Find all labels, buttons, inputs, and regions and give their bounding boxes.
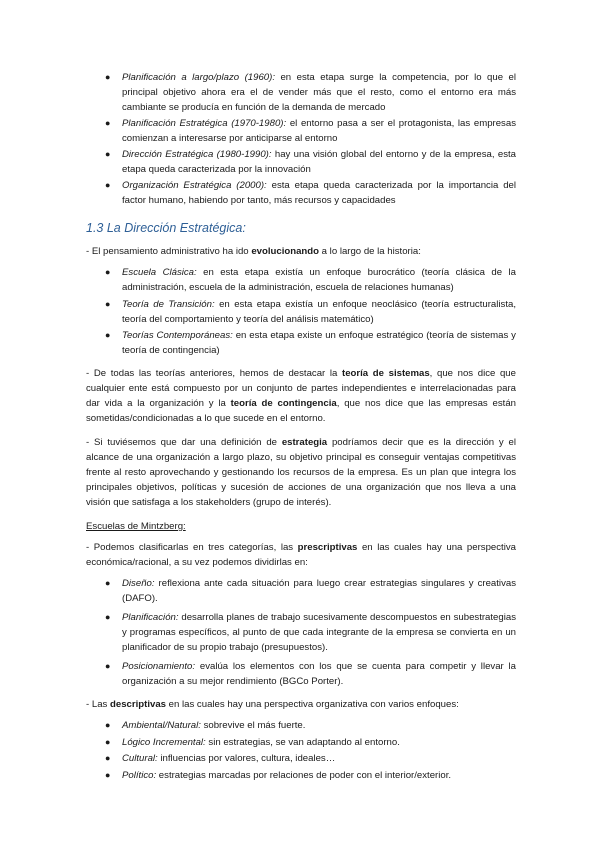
list-item [86, 751, 516, 766]
mintzberg-title: Escuelas de Mintzberg: [86, 521, 186, 532]
paragraph-prescriptive: - Podemos clasificarlas en tres categorías, las prescriptivas en las cuales hay una perspectiva económica/racional, a su vez podemos dividirlas en: [86, 542, 516, 568]
list-item-term: Organización Estratégica (2000): [122, 180, 267, 191]
list-item-text: influencias por valores, cultura, ideales… [157, 753, 336, 764]
list-item-term: Dirección Estratégica (1980-1990): [122, 149, 272, 160]
list-item-term: Diseño: [122, 578, 155, 589]
list-item-term: Planificación: [122, 612, 179, 623]
paragraph-systems-theory: - De todas las teorías anteriores, hemos de destacar la teoría de sistemas, que nos dice que cualquier ente está compuesto por un conjunto de partes independientes e interrelacionadas para dar vida a la organización y la teoría de contingencia, que nos dice que las empresas están sometidas/condicionadas a lo que sucede en el entorno. [86, 368, 517, 424]
bullet-icon: ● [105, 180, 111, 190]
list-item-text: en esta etapa surge la competencia, por lo que el principal objetivo ahora era el de vender más que el resto, como el entorno era más cambiante se producía en función de la demanda de mercado [122, 72, 516, 113]
list-item-term: Teoría de Transición: [122, 298, 215, 310]
list-item-term: Político: [122, 769, 157, 781]
list-item-term: Ambiental/Natural: [122, 720, 201, 731]
descriptive-list [86, 718, 516, 783]
list-item-text: hay una visión global del entorno y de la empresa, esta etapa queda caracterizada por la innovación [122, 149, 516, 175]
bullet-icon: ● [105, 753, 111, 763]
list-item [86, 265, 516, 295]
list-item [86, 178, 516, 208]
list-item-term: Cultural: [122, 753, 158, 764]
list-item [86, 297, 516, 327]
list-item-text: en esta etapa existe un enfoque estratégico (teoría de sistemas y teoría de contingencia) [122, 330, 516, 356]
list-item-text: desarrolla planes de trabajo sucesivamente descompuestos en subestrategias y programas específicos, al punto de que cada integrante de la empresa se convierta en un planificador de su propio trabajo (presupuestos). [122, 612, 516, 653]
bullet-icon: ● [105, 720, 111, 730]
document-body [86, 70, 516, 784]
list-item [86, 735, 516, 750]
bullet-icon: ● [105, 72, 111, 82]
historical-stages-list [86, 70, 516, 208]
list-item-term: Planificación Estratégica (1970-1980): [122, 118, 287, 129]
bullet-icon: ● [105, 118, 111, 128]
list-item [86, 768, 516, 783]
list-item-text: el entorno pasa a ser el protagonista, las empresas comienzan a interesarse por anticiparse al entorno [122, 118, 516, 144]
list-item-text: en esta etapa existía un enfoque neoclásico (teoría estructuralista, teoría del comportamiento y teoría del análisis matemático) [122, 298, 516, 325]
bullet-icon: ● [105, 578, 111, 588]
bullet-icon: ● [105, 736, 111, 747]
list-item-term: Lógico Incremental: [122, 736, 206, 748]
list-item [86, 328, 516, 358]
list-item-text: sin estrategias, se van adaptando al entorno. [205, 736, 400, 748]
section-heading: 1.3 La Dirección Estratégica: [86, 221, 246, 235]
theories-list [86, 265, 516, 358]
list-item-text: en esta etapa existía un enfoque burocrático (teoría clásica de la administración, escuela de la administración, escuela de relaciones humanas) [122, 267, 516, 293]
list-item-term: Teorías Contemporáneas: [122, 330, 233, 341]
bullet-icon: ● [105, 612, 111, 622]
list-item [86, 610, 516, 655]
list-item [86, 147, 516, 177]
list-item [86, 659, 516, 689]
list-item-term: Planificación a largo/plazo (1960): [122, 72, 275, 83]
prescriptive-list [86, 576, 516, 689]
list-item-term: Posicionamiento: [122, 661, 196, 672]
list-item-text: evalúa los elementos con los que se cuenta para competir y llevar la organización a su mejor rendimiento (BGCo Porter). [122, 661, 516, 687]
paragraph-descriptive: - Las descriptivas en las cuales hay una perspectiva organizativa con varios enfoques: [86, 699, 459, 710]
list-item [86, 70, 516, 115]
bullet-icon: ● [105, 149, 111, 159]
list-item-term: Escuela Clásica: [122, 267, 197, 278]
list-item-text: reflexiona ante cada situación para luego crear estrategias singulares y creativas (DAFO). [122, 578, 516, 604]
bullet-icon: ● [105, 769, 111, 780]
paragraph-evolution: - El pensamiento administrativo ha ido evolucionando a lo largo de la historia: [86, 246, 421, 257]
list-item-text: estrategias marcadas por relaciones de poder con el interior/exterior. [156, 769, 452, 781]
list-item-text: sobrevive el más fuerte. [200, 720, 306, 731]
bullet-icon: ● [105, 330, 111, 340]
paragraph-strategy-definition: - Si tuviésemos que dar una definición de estrategia podríamos decir que es la dirección y el alcance de una organización a largo plazo, su objetivo principal es conseguir ventajas competitivas frente al resto aprovechando y gestionando los recursos de la empresa. Es un plan que integra los principales objetivos, políticas y sucesión de acciones de una organización que nos lleva a una visión que satisfaga a los stakeholders (grupo de interés). [86, 437, 516, 508]
bullet-icon: ● [105, 298, 111, 309]
list-item [86, 718, 516, 733]
list-item-text: esta etapa queda caracterizada por la importancia del factor humano, habiendo por tanto, más recursos y capacidades [122, 180, 517, 206]
bullet-icon: ● [105, 661, 111, 671]
bullet-icon: ● [105, 267, 111, 277]
list-item [86, 576, 516, 606]
list-item [86, 116, 516, 146]
